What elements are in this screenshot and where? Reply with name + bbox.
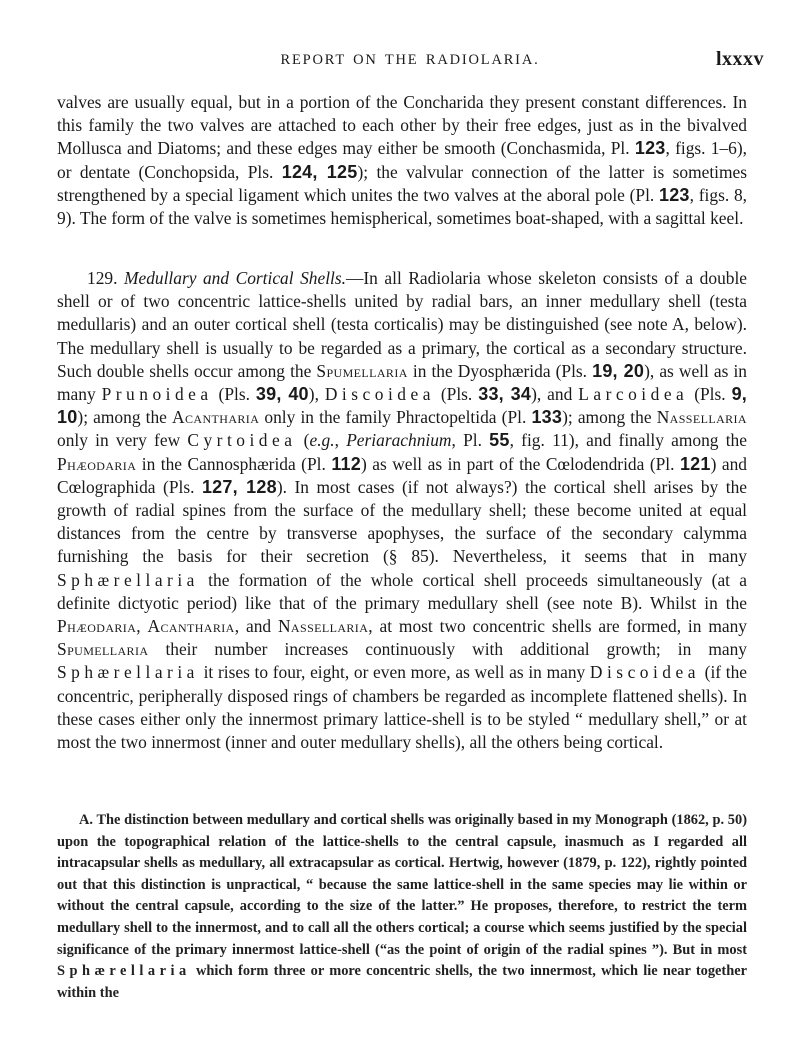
text-run: ); among the bbox=[562, 407, 657, 428]
text-run: valves are usually equal, but in a portion of the Concharida they present constant differences. In this family the two valves are attached to each other by their free edges, just as in the bivalved Mollusca and Diatoms; and these edges may either be smooth (Conchasmida, Pl. bbox=[57, 92, 747, 159]
taxon-smallcaps: Nassellaria bbox=[277, 616, 369, 637]
genus-name: Periarachnium bbox=[346, 430, 452, 451]
plate-number: 123 bbox=[634, 138, 666, 159]
footnote-a bbox=[57, 810, 747, 1004]
text-run: their number increases continuously with additional growth; in many bbox=[148, 639, 747, 660]
taxon-spaced: Discoidea bbox=[324, 384, 435, 405]
text-run: ), bbox=[308, 384, 325, 405]
text-run: , and bbox=[234, 616, 278, 637]
text-run: , fig. 11), and finally among the bbox=[509, 430, 747, 451]
text-run: (Pls. bbox=[212, 384, 256, 405]
text-run: (if the concentric, peripherally disposed rings of chambers be regarded as incomplete flattened shells). In these cases either only the innermost primary lattice-shell is to be styled “ medullary shell,” or at most the two innermost (inner and outer medullary shells), all the others being cortical. bbox=[57, 662, 747, 753]
taxon-smallcaps: Nassellaria bbox=[656, 407, 747, 428]
text-run: in the Dyosphærida (Pls. bbox=[407, 360, 593, 381]
text-run: ); among the bbox=[77, 407, 173, 428]
text-run: , Pl. bbox=[451, 430, 490, 451]
text-run: A. The distinction between medullary and cortical shells was originally based in my Monograph (1862, p. 50) upon the topographical relation of the lattice-shells to the central capsule, inasmuch as I regarded all intracapsular shells as medullary, all extracapsular as cortical. Hertwig, however (1879, p. 122), rightly pointed out that this distinction is unpractical, “ because the same lattice-shell in the same species may lie within or without the central capsule, according to the size of the latter.” He proposes, therefore, to restrict the term medullary shell to the innermost, and to call all the others cortical; a course which seems justified by the special significance of the primary innermost lattice-shell (“as the point of origin of the radial spines ”). But in most bbox=[57, 812, 747, 958]
text-run: ) as well as in part of the Cœlodendrida (Pl. bbox=[360, 453, 680, 474]
text-run: ); the valvular connection of the latter is sometimes strengthened by a special ligament which unites the two valves at the aboral pole (Pl. bbox=[57, 161, 748, 205]
plate-number: 55 bbox=[489, 430, 510, 451]
page-header bbox=[56, 48, 764, 78]
running-head: REPORT ON THE RADIOLARIA. bbox=[280, 52, 540, 68]
taxon-smallcaps: Phæodaria bbox=[57, 616, 137, 637]
text-run: , bbox=[136, 616, 148, 637]
text-run: ( bbox=[296, 430, 310, 451]
text-run: only in very few bbox=[57, 430, 188, 451]
plate-number: 123 bbox=[659, 184, 690, 205]
taxon-spaced: Sphærellaria bbox=[57, 569, 199, 590]
taxon-spaced: Sphærellaria bbox=[57, 662, 199, 683]
plate-number: 127, 128 bbox=[201, 476, 277, 497]
text-run: it rises to four, eight, or even more, as well as in many bbox=[198, 662, 590, 683]
plate-number: 121 bbox=[679, 453, 711, 474]
text-run: ), and bbox=[531, 384, 579, 405]
paragraph-section-129 bbox=[57, 267, 747, 754]
text-run: in the Cannosphærida (Pl. bbox=[136, 453, 332, 474]
text-run: the formation of the whole cortical shell proceeds simultaneously (at a definite dictyotic period) like that of the primary medullary shell (see note B). Whilst in the bbox=[57, 569, 747, 613]
plate-number: 112 bbox=[331, 453, 361, 474]
page-number: lxxxv bbox=[715, 48, 764, 70]
text-run: only in the family Phractopeltida (Pl. bbox=[259, 407, 532, 428]
taxon-smallcaps: Acantharia bbox=[147, 616, 235, 637]
plate-number: 124, 125 bbox=[281, 161, 358, 182]
taxon-smallcaps: Spumellaria bbox=[316, 360, 408, 381]
text-run: , figs. 1–6), or dentate (Conchopsida, Pls. bbox=[57, 138, 748, 182]
text-run: —In all Radiolaria whose skeleton consists of a double shell or of two concentric lattice-shells united by radial bars, an inner medullary shell (testa medullaris) and an outer cortical shell (testa corticalis) may be distinguished (see note A, below). The medullary shell is usually to be regarded as a primary, the cortical as a secondary structure. Such double shells occur among the bbox=[57, 268, 748, 381]
taxon-smallcaps: Acantharia bbox=[172, 407, 260, 428]
text-run: (Pls. bbox=[688, 384, 732, 405]
text-run: , bbox=[334, 430, 347, 451]
taxon-spaced: Sphærellaria bbox=[57, 963, 191, 980]
taxon-spaced: Cyrtoidea bbox=[187, 430, 297, 451]
text-run: , at most two concentric shells are formed, in many bbox=[368, 616, 747, 637]
text-run: which form three or more concentric shells, the two innermost, which lie near together within the bbox=[57, 963, 747, 1001]
plate-number: 39, 40 bbox=[255, 384, 309, 405]
taxon-smallcaps: Spumellaria bbox=[57, 639, 149, 660]
taxon-spaced: Prunoidea bbox=[101, 384, 213, 405]
plate-number: 33, 34 bbox=[478, 384, 532, 405]
taxon-smallcaps: Phæodaria bbox=[57, 453, 137, 474]
section-number: 129. bbox=[87, 268, 124, 288]
text-run: , figs. 8, 9). The form of the valve is sometimes hemispherical, sometimes boat-shaped, with a sagittal keel. bbox=[57, 184, 747, 229]
plate-number: 133 bbox=[531, 407, 563, 428]
text-run: ). In most cases (if not always?) the cortical shell arises by the growth of radial spines from the surface of the medullary shell; these become united at equal distances from the centre by transverse apophyses, the surface of the secondary calymma furnishing the basis for their secretion (§ 85). Nevertheless, it seems that in many bbox=[57, 476, 747, 567]
taxon-spaced: Discoidea bbox=[589, 662, 700, 683]
italic-text: e.g. bbox=[309, 430, 335, 451]
section-heading: Medullary and Cortical Shells. bbox=[123, 268, 346, 288]
text-run: ), as well as in many bbox=[57, 360, 747, 405]
paragraph-concharida-valves bbox=[57, 91, 747, 230]
text-run: ) and Cœlographida (Pls. bbox=[57, 453, 747, 497]
text-run: (Pls. bbox=[434, 384, 479, 405]
plate-number: 19, 20 bbox=[592, 360, 645, 381]
taxon-spaced: Larcoidea bbox=[578, 384, 689, 405]
plate-number: 9, 10 bbox=[57, 384, 747, 428]
